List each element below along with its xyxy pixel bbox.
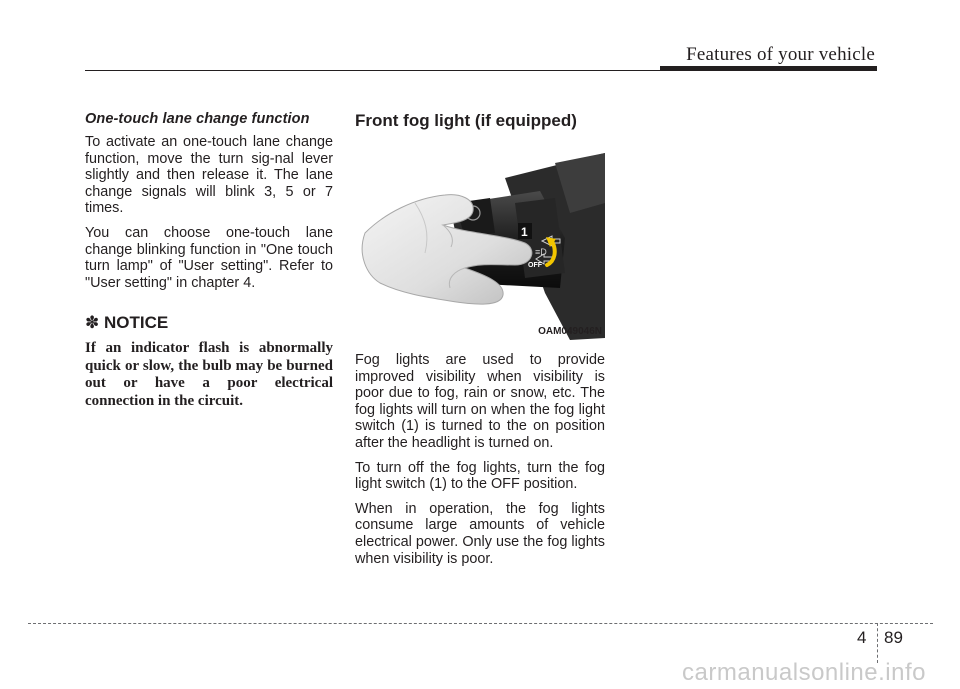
notice-body: If an indicator flash is abnormally quick or slow, the bulb may be burned out or have a poor electrical connection in the circuit. xyxy=(85,340,333,409)
header-rule-thick xyxy=(660,66,877,71)
header-rule-thin xyxy=(85,70,660,71)
page-number: 89 xyxy=(884,628,903,647)
fog-light-switch-illustration xyxy=(355,143,605,340)
fog-light-symbol-icon: ≡D xyxy=(535,247,547,257)
fog-light-switch-figure xyxy=(355,143,605,340)
one-touch-subheading: One-touch lane change function xyxy=(85,111,310,127)
chapter-number: 4 xyxy=(857,628,867,647)
watermark: carmanualsonline.info xyxy=(682,659,926,686)
left-column xyxy=(85,111,333,410)
one-touch-paragraph-2: You can choose one-touch lane change blinking function in "One touch turn lamp" of "User setting". Refer to "User setting" in chapter 4. xyxy=(85,224,333,291)
fog-light-paragraph-3: When in operation, the fog lights consume large amounts of vehicle electrical power. Only use the fog lights when visibility is poor. xyxy=(355,500,605,567)
fog-light-heading: Front fog light (if equipped) xyxy=(355,111,577,130)
one-touch-paragraph-1: To activate an one-touch lane change function, move the turn sig-nal lever slightly and then release it. The lane change signals will blink 3, 5 or 7 times. xyxy=(85,134,333,217)
notice-heading xyxy=(85,313,333,333)
footer-divider xyxy=(877,623,878,663)
notice-star-icon: ✽ xyxy=(85,313,100,333)
off-position-label: OFF xyxy=(528,262,542,269)
fog-light-paragraph-1: Fog lights are used to provide improved visibility when visibility is poor due to fog, rain or snow, etc. The fog lights will turn on when the fog light switch (1) is turned to the on position after the headlight is turned on. xyxy=(355,352,605,451)
switch-number-label: 1 xyxy=(521,225,528,239)
header-title: Features of your vehicle xyxy=(686,44,875,65)
figure-caption: OAM049046N xyxy=(538,326,602,337)
middle-column xyxy=(355,111,605,575)
footer-rule xyxy=(28,623,933,624)
fog-light-paragraph-2: To turn off the fog lights, turn the fog light switch (1) to the OFF position. xyxy=(355,459,605,493)
notice-title: NOTICE xyxy=(103,313,169,333)
